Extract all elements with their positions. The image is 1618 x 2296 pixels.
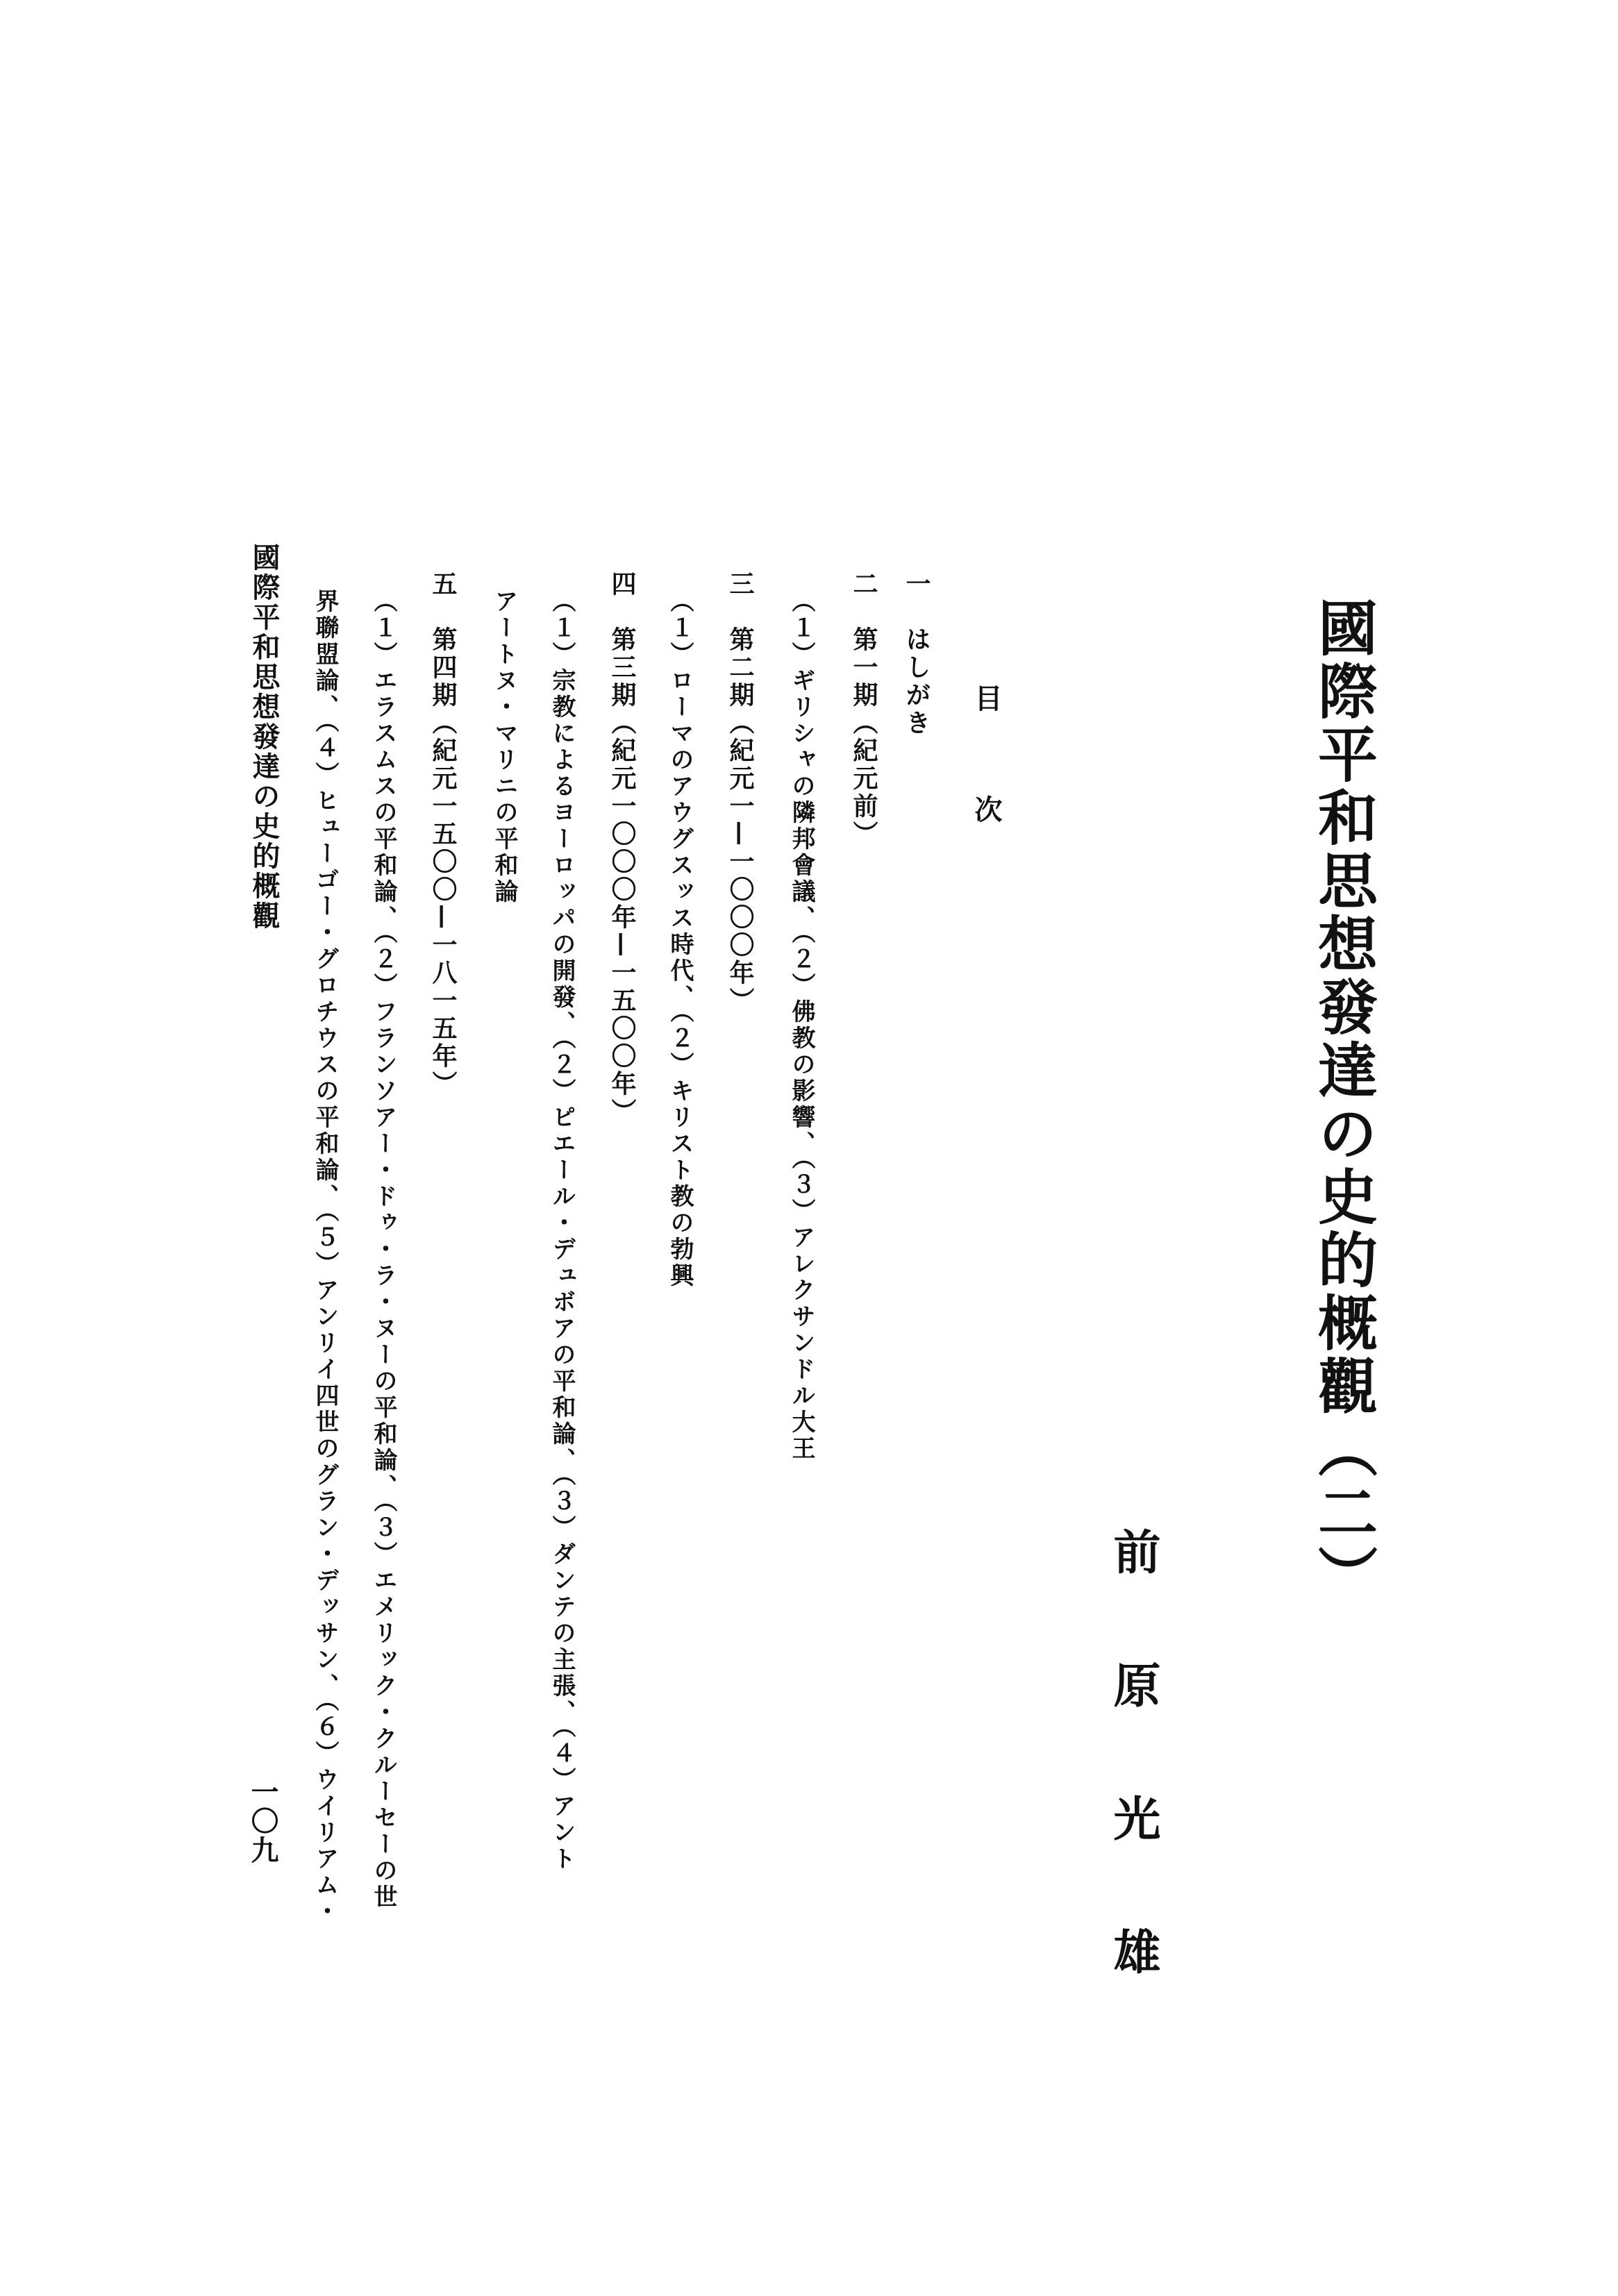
toc-section-2: 二 第一期（紀元前） <box>849 571 878 848</box>
toc-section-1: 一 はしがき <box>902 571 931 737</box>
toc-subsection-line: （１）ギリシャの隣邦會議、（２）佛教の影響、（３）アレクサンドル大王 <box>787 589 815 1462</box>
toc-heading: 目次 <box>970 684 1003 906</box>
page-number: 一〇九 <box>247 1777 279 1865</box>
toc-subsection-line: アートヌ・マリニの平和論 <box>490 589 518 905</box>
toc-subsection-line: （１）エラスムスの平和論、（２）フランソアー・ドゥ・ラ・ヌーの平和論、（３）エメリック・クルーセーの世 <box>369 589 397 1911</box>
author-name: 前原光雄 <box>1106 1527 1161 2061</box>
article-title: 國際平和思想發達の史的概觀（二） <box>1308 597 1378 1608</box>
toc-subsection-line: （１）ローマのアウグスッス時代、（２）キリスト教の勃興 <box>666 589 694 1289</box>
toc-subsection-line: 界聯盟論、（４）ヒューゴー・グロチウスの平和論、（５）アンリイ四世のグラン・デッサン、（６）ウイリアム・ <box>311 589 339 1925</box>
running-head: 國際平和思想發達の史的概觀 <box>248 543 281 931</box>
toc-section-5: 五 第四期（紀元一五〇〇—一八一五年） <box>428 571 458 1098</box>
toc-section-4: 四 第三期（紀元一〇〇〇年—一五〇〇年） <box>608 571 637 1126</box>
toc-subsection-line: （１）宗教によるヨーロッパの開發、（２）ピエール・デュボアの平和論、（３）ダンテの主張、（４）アント <box>548 589 576 1872</box>
toc-section-3: 三 第二期（紀元一—一〇〇〇年） <box>726 571 755 1015</box>
